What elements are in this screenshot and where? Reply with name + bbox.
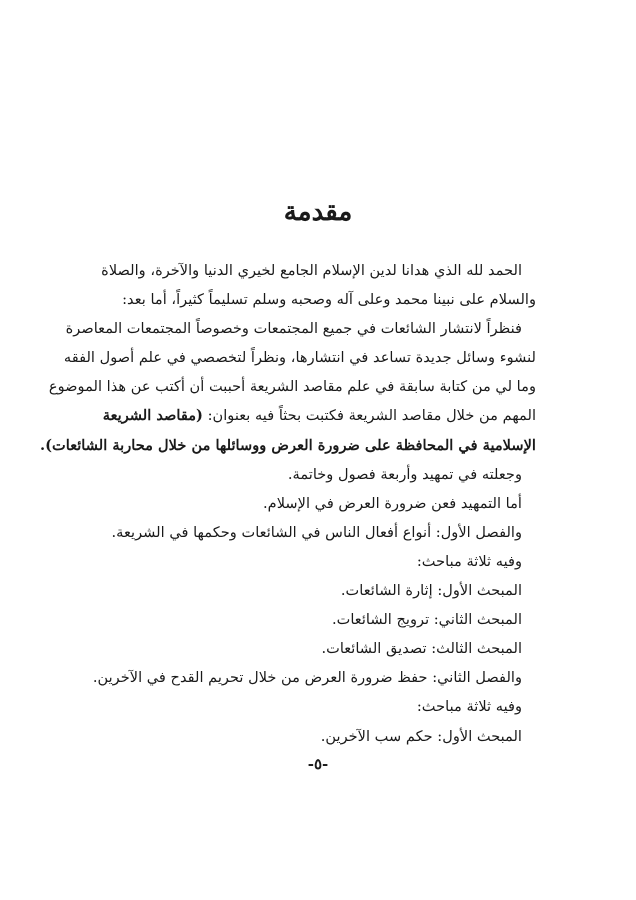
line-text: المهم من خلال مقاصد الشريعة فكتبت بحثاً فيه بعنوان:: [202, 407, 536, 425]
research-title-close: ).: [40, 436, 53, 454]
section-line: المبحث الثالث: تصديق الشائعات.: [321, 640, 522, 658]
chapter-line: والفصل الثاني: حفظ ضرورة العرض من خلال تحريم القدح في الآخرين.: [92, 669, 522, 687]
paragraph-line: [103, 401, 536, 430]
paragraph-line: وفيه ثلاثة مباحث:: [416, 698, 522, 716]
section-line: المبحث الثاني: ترويج الشائعات.: [331, 611, 522, 629]
research-title-text: الإسلامية في المحافظة على ضرورة العرض ووسائلها من خلال محاربة الشائعات: [52, 436, 536, 454]
paragraph-line: فنظراً لانتشار الشائعات في جميع المجتمعات وخصوصاً المجتمعات المعاصرة: [65, 320, 522, 338]
section-line: المبحث الأول: إثارة الشائعات.: [340, 582, 522, 600]
paragraph-line: الحمد لله الذي هدانا لدين الإسلام الجامع لخيري الدنيا والآخرة، والصلاة: [101, 262, 522, 279]
paragraph-line: وجعلته في تمهيد وأربعة فصول وخاتمة.: [287, 465, 522, 483]
page-title: مقدمة: [283, 197, 353, 227]
paragraph-line: أما التمهيد فعن ضرورة العرض في الإسلام.: [263, 494, 522, 512]
page-number: -٥-: [307, 755, 329, 773]
research-title-line: [40, 431, 536, 460]
paragraph-line: والسلام على نبينا محمد وعلى آله وصحبه وسلم تسليماً كثيراً، أما بعد:: [122, 291, 536, 309]
paragraph-line: وما لي من كتابة سابقة في علم مقاصد الشريعة أحببت أن أكتب عن هذا الموضوع: [48, 378, 536, 396]
paragraph-line: وفيه ثلاثة مباحث:: [416, 552, 522, 570]
paragraph-line: لنشوء وسائل جديدة تساعد في انتشارها، ونظراً لتخصصي في علم أصول الفقه: [63, 349, 536, 367]
research-title-start: (مقاصد الشريعة: [102, 407, 203, 425]
document-body: [40, 256, 536, 751]
chapter-line: والفصل الأول: أنواع أفعال الناس في الشائعات وحكمها في الشريعة.: [111, 523, 522, 541]
section-line: المبحث الأول: حكم سب الآخرين.: [320, 727, 522, 745]
